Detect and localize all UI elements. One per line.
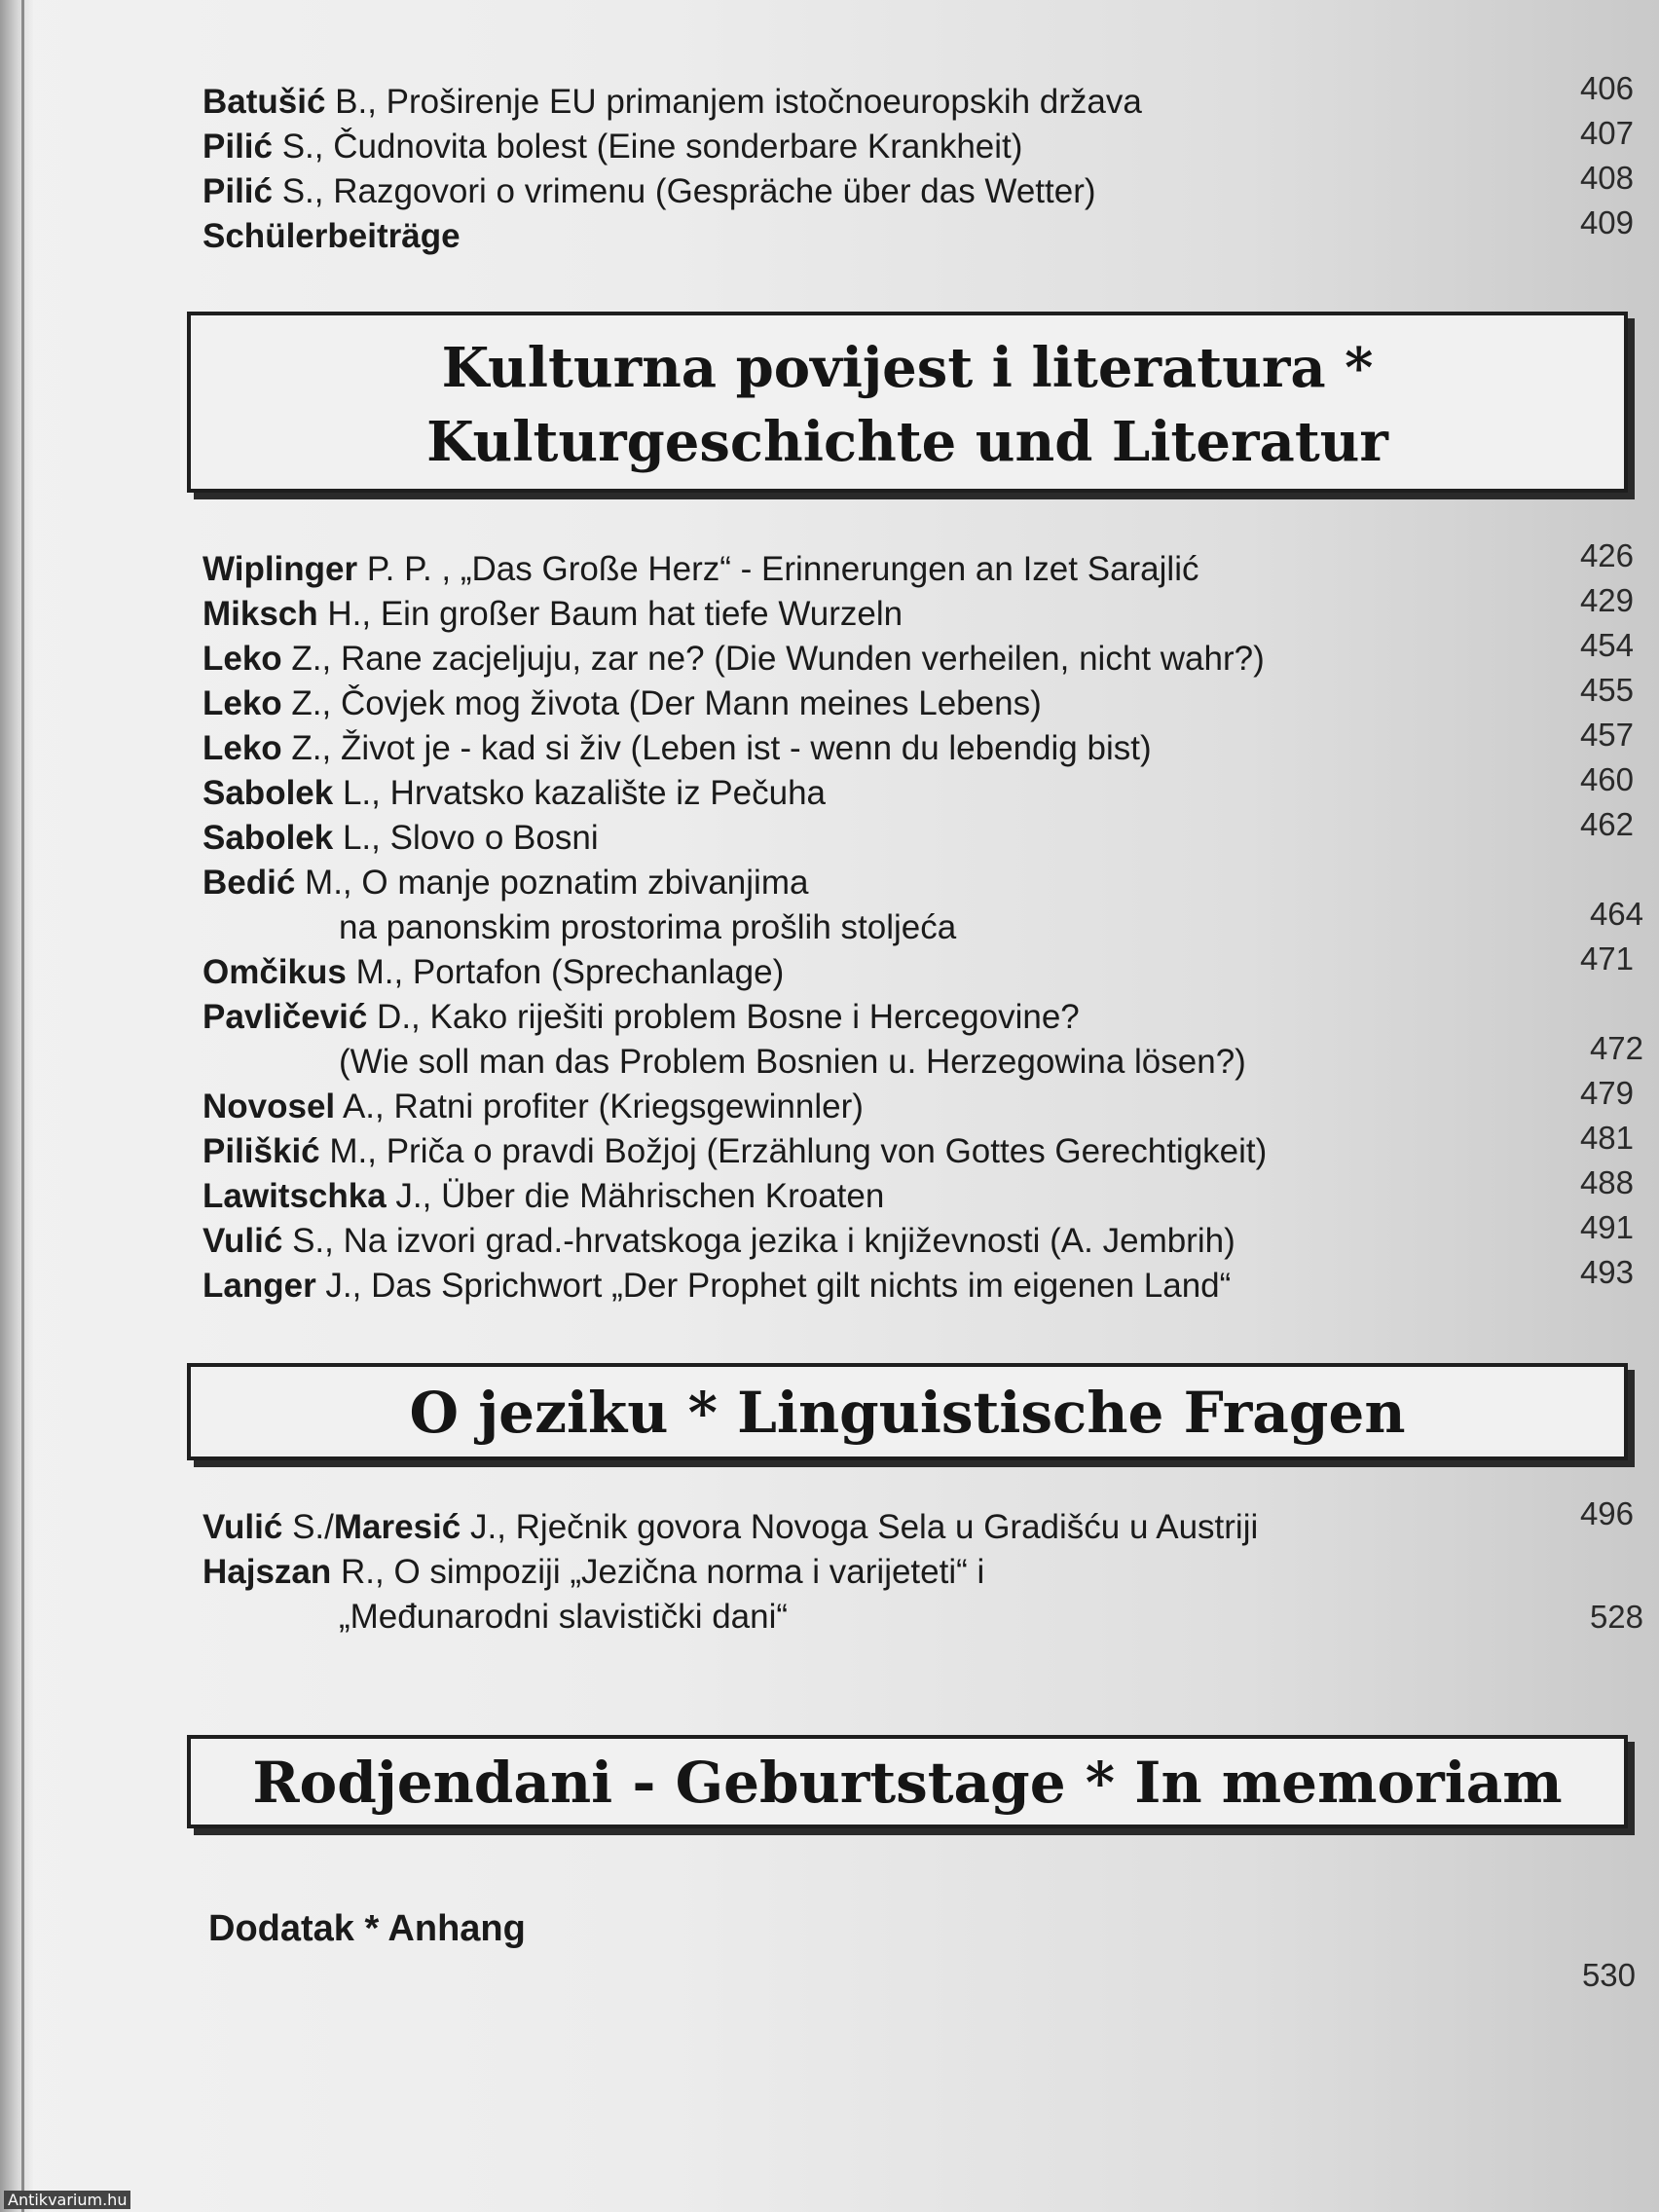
entry-author: Leko <box>203 640 282 678</box>
entry-title-continued: na panonskim prostorima prošlih stoljeća <box>339 908 957 946</box>
entry-title: L., Hrvatsko kazalište iz Pečuha <box>333 774 827 812</box>
entry-page-number: 471 <box>1579 940 1634 977</box>
toc-entry <box>203 995 1643 1040</box>
entry-page-number: 426 <box>1579 537 1634 573</box>
toc-entry <box>203 1120 1643 1174</box>
entry-title: B., Proširenje EU primanjem istočnoeuropskih država <box>325 83 1142 121</box>
entry-page-number: 479 <box>1579 1075 1634 1111</box>
entry-author: Lawitschka <box>203 1177 387 1215</box>
entry-author: Wiplinger <box>203 550 358 588</box>
entry-title: R., O simpoziji „Jezična norma i varijeteti“ i <box>331 1553 985 1591</box>
toc-entry <box>203 1550 1643 1595</box>
entry-title: M., Priča o pravdi Božjoj (Erzählung von Gottes Gerechtigkeit) <box>319 1132 1268 1170</box>
entry-page-number: 407 <box>1579 115 1634 151</box>
entry-author: Batušić <box>203 83 326 121</box>
entry-title: M., O manje poznatim zbivanjima <box>295 864 809 902</box>
toc-entry <box>203 1209 1643 1264</box>
entry-title: J., Über die Mährischen Kroaten <box>386 1177 885 1215</box>
entry-author: Sabolek <box>203 774 334 812</box>
entry-page-number: 406 <box>1579 70 1634 106</box>
heading-line-2: Kulturgeschichte und Literatur <box>426 410 1388 474</box>
toc-section-1 <box>203 537 1643 1309</box>
entry-title: D., Kako riješiti problem Bosne i Hercegovine? <box>367 998 1080 1036</box>
toc-entry-continuation <box>203 1595 1643 1640</box>
toc-entry <box>203 627 1643 682</box>
entry-page-number: 464 <box>1589 896 1643 932</box>
toc-entry <box>203 940 1643 995</box>
entry-title-continued: „Međunarodni slavistički dani“ <box>339 1598 789 1636</box>
entry-title: Z., Čovjek mog života (Der Mann meines Lebens) <box>281 684 1042 722</box>
entry-page-number: 493 <box>1579 1254 1634 1290</box>
toc-entry <box>203 537 1643 592</box>
entry-page-number: 455 <box>1579 672 1634 708</box>
entry-author: Leko <box>203 729 282 767</box>
toc-entry <box>203 1164 1643 1219</box>
entry-author: Hajszan <box>203 1553 332 1591</box>
appendix-page-number: 530 <box>1581 1957 1636 1993</box>
section-heading-kulturna-povijest <box>187 312 1628 493</box>
entry-author: Pilić <box>203 172 273 210</box>
entry-title: J., Das Sprichwort „Der Prophet gilt nichts im eigenen Land“ <box>315 1267 1232 1305</box>
toc-entry <box>203 806 1643 861</box>
entry-author: Pavličević <box>203 998 368 1036</box>
heading-line: Rodjendani - Geburtstage * In memoriam <box>252 1750 1563 1816</box>
entry-title: S., Na izvori grad.-hrvatskoga jezika i književnosti (A. Jembrih) <box>282 1222 1235 1260</box>
entry-title: Z., Rane zacjeljuju, zar ne? (Die Wunden verheilen, nicht wahr?) <box>281 640 1265 678</box>
entry-title: H., Ein großer Baum hat tiefe Wurzeln <box>317 595 903 633</box>
entry-page-number: 481 <box>1579 1120 1634 1156</box>
entry-title: Z., Život je - kad si živ (Leben ist - wenn du lebendig bist) <box>281 729 1152 767</box>
entry-page-number: 408 <box>1579 160 1634 196</box>
entry-title: S., Razgovori o vrimenu (Gespräche über das Wetter) <box>272 172 1096 210</box>
toc-section-2 <box>203 1495 1643 1640</box>
binding-line <box>21 0 24 2212</box>
entry-author: Langer <box>203 1267 316 1305</box>
entry-page-number: 457 <box>1579 717 1634 753</box>
entry-title: M., Portafon (Sprechanlage) <box>346 953 785 991</box>
entry-page-number: 491 <box>1579 1209 1634 1245</box>
entry-title: J., Rječnik govora Novoga Sela u Gradišću u Austriji <box>461 1508 1259 1546</box>
entry-page-number: 454 <box>1579 627 1634 663</box>
entry-title: P. P. , „Das Große Herz“ - Erinnerungen an Izet Sarajlić <box>357 550 1199 588</box>
toc-section-0 <box>203 70 1643 259</box>
toc-entry <box>203 1075 1643 1129</box>
entry-author: Vulić <box>203 1222 283 1260</box>
entry-page-number: 429 <box>1579 582 1634 618</box>
page-binding <box>0 0 33 2212</box>
heading-line: O jeziku * Linguistische Fragen <box>409 1380 1406 1446</box>
entry-page-number: 472 <box>1589 1030 1643 1066</box>
toc-entry <box>203 204 1643 259</box>
toc-entry <box>203 582 1643 637</box>
entry-page-number: 496 <box>1579 1495 1634 1531</box>
entry-author: Leko <box>203 684 282 722</box>
toc-entry <box>203 717 1643 771</box>
entry-page-number: 488 <box>1579 1164 1634 1200</box>
heading-line-1: Kulturna povijest i literatura * <box>441 336 1374 400</box>
toc-entry <box>203 160 1643 214</box>
toc-entry <box>203 761 1643 816</box>
entry-author: Vulić <box>203 1508 283 1546</box>
entry-title: S./ <box>282 1508 334 1546</box>
entry-page-number: 409 <box>1579 204 1634 240</box>
section-heading-rodjendani <box>187 1735 1628 1828</box>
entry-title-continued: (Wie soll man das Problem Bosnien u. Herzegowina lösen?) <box>339 1043 1246 1081</box>
toc-entry <box>203 861 1643 905</box>
toc-entry <box>203 672 1643 726</box>
entry-author: Sabolek <box>203 819 334 857</box>
entry-author: Bedić <box>203 864 296 902</box>
toc-entry <box>203 70 1643 125</box>
watermark-text: Antikvarium.hu <box>4 2191 130 2209</box>
entry-page-number: 460 <box>1579 761 1634 797</box>
entry-author: Pilić <box>203 128 273 166</box>
entry-coauthor: Maresić <box>333 1508 461 1546</box>
section-heading-o-jeziku <box>187 1363 1628 1460</box>
entry-author: Miksch <box>203 595 318 633</box>
appendix-label: Dodatak * Anhang <box>208 1908 526 1949</box>
entry-page-number: 462 <box>1579 806 1634 842</box>
entry-author: Piliškić <box>203 1132 320 1170</box>
entry-title: L., Slovo o Bosni <box>333 819 599 857</box>
toc-entry-continuation <box>203 1030 1643 1085</box>
entry-page-number: 528 <box>1589 1599 1643 1635</box>
entry-title: S., Čudnovita bolest (Eine sonderbare Krankheit) <box>272 128 1023 166</box>
toc-entry <box>203 115 1643 169</box>
entry-author: Omčikus <box>203 953 347 991</box>
toc-entry <box>203 1254 1643 1309</box>
entry-author: Schülerbeiträge <box>203 217 461 255</box>
entry-author: Novosel <box>203 1088 336 1125</box>
entry-title: A., Ratni profiter (Kriegsgewinnler) <box>335 1088 864 1125</box>
toc-entry-continuation <box>203 896 1643 950</box>
toc-entry <box>203 1495 1643 1550</box>
